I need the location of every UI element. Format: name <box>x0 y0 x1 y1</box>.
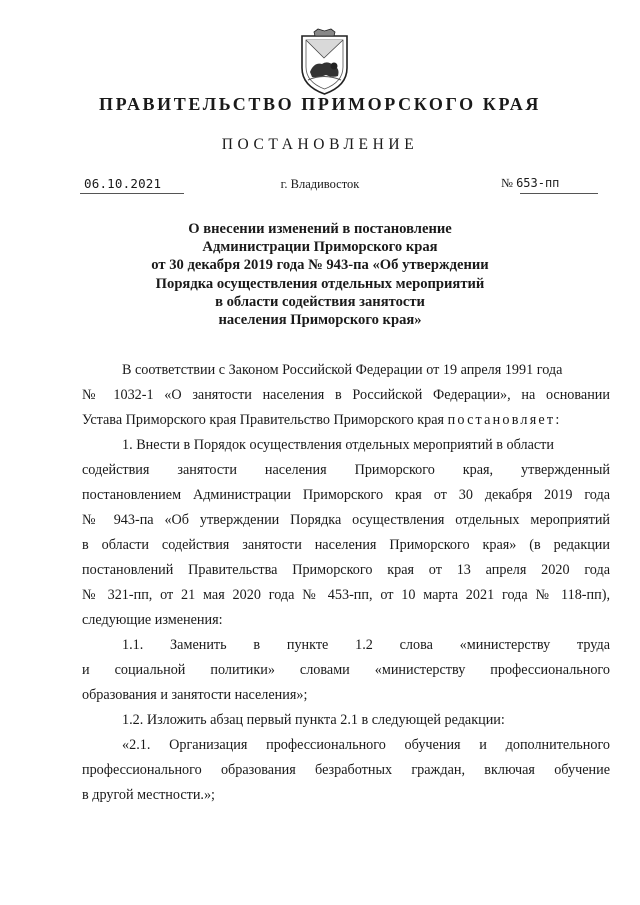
body-line: профессионального образования безработных граждан, включая обучение <box>82 762 610 778</box>
body-line: образования и занятости населения»; <box>82 687 308 703</box>
body-line: постановлением Администрации Приморского края от 30 декабря 2019 года <box>82 487 610 503</box>
document-body <box>82 358 610 808</box>
document-type: ПОСТАНОВЛЕНИЕ <box>221 136 419 153</box>
date-underline <box>80 193 184 194</box>
body-line: постановлений Правительства Приморского края от 13 апреля 2020 года <box>82 562 610 578</box>
body-line: в другой местности.»; <box>82 787 216 803</box>
body-line: 1. Внести в Порядок осуществления отдельных мероприятий в области <box>122 437 554 453</box>
number-label: № <box>501 176 513 190</box>
coat-of-arms-emblem <box>296 28 353 98</box>
body-line: «2.1. Организация профессионального обучения и дополнительного <box>122 737 610 753</box>
body-line: № 321-пп, от 21 мая 2020 года № 453-пп, от 10 марта 2021 года № 118-пп), <box>82 587 610 603</box>
operative-word: постановляет: <box>447 412 562 428</box>
document-meta-row <box>0 176 640 198</box>
heading-line: от 30 декабря 2019 года № 943-па «Об утверждении <box>151 257 489 274</box>
heading-line: населения Приморского края» <box>218 312 422 329</box>
city-label: г. Владивосток <box>280 177 360 191</box>
heading-line: О внесении изменений в постановление <box>188 221 452 237</box>
number-value: 653-пп <box>516 176 560 190</box>
heading-line: Администрации Приморского края <box>202 239 438 256</box>
body-line: 1.1. Заменить в пункте 1.2 слова «министерству труда <box>122 637 610 653</box>
body-line <box>82 408 610 433</box>
heading-line: в области содействия занятости <box>215 293 425 310</box>
document-heading <box>0 220 640 329</box>
body-line: следующие изменения: <box>82 612 223 628</box>
body-line: 1.2. Изложить абзац первый пункта 2.1 в следующей редакции: <box>122 712 505 728</box>
body-line-text: Устава Приморского края Правительство Приморского края <box>82 412 448 428</box>
document-date: 06.10.2021 <box>84 176 162 191</box>
document-number <box>501 176 559 191</box>
body-line: № 943-па «Об утверждении Порядка осуществления отдельных мероприятий <box>82 512 610 528</box>
body-line: № 1032-1 «О занятости населения в Российской Федерации», на основании <box>82 387 610 403</box>
heading-line: Порядка осуществления отдельных мероприятий <box>155 275 485 292</box>
body-line: содействия занятости населения Приморского края, утвержденный <box>82 462 610 478</box>
body-line: и социальной политики» словами «министерству профессионального <box>82 662 610 678</box>
number-underline <box>520 193 598 194</box>
government-title: ПРАВИТЕЛЬСТВО ПРИМОРСКОГО КРАЯ <box>99 94 541 114</box>
body-line: В соответствии с Законом Российской Федерации от 19 апреля 1991 года <box>122 362 563 378</box>
body-line: в области содействия занятости населения Приморского края» (в редакции <box>82 537 610 553</box>
